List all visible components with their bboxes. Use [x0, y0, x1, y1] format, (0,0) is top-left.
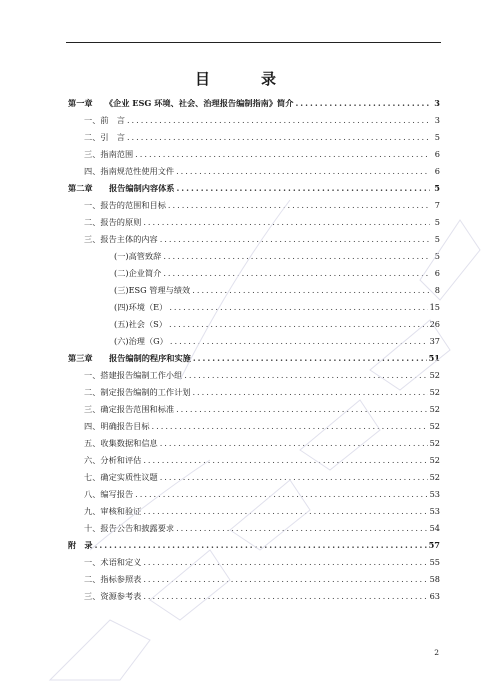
toc-entry-label: (二)企业简介: [114, 268, 162, 278]
dot-leader: [163, 265, 430, 282]
toc-entry-label: 六、分析和评估: [84, 455, 142, 465]
toc-entry-label: (一)高管致辞: [114, 251, 162, 261]
dot-leader: [192, 384, 427, 401]
toc-entry-page: 55: [429, 557, 440, 567]
toc-entry-page: 52: [429, 438, 440, 448]
dot-leader: [192, 282, 430, 299]
header-rule: [66, 42, 441, 43]
toc-entry[interactable]: [68, 452, 440, 469]
toc-entry-label: 二、指标参照表: [84, 574, 142, 584]
page-number: 2: [434, 648, 439, 657]
toc-entry-page: 8: [434, 285, 440, 295]
toc-entry-label: 二、报告的原则: [84, 217, 142, 227]
toc-entry-page: 57: [428, 540, 440, 550]
dot-leader: [143, 214, 430, 231]
toc-entry-page: 52: [429, 455, 440, 465]
toc-entry[interactable]: [68, 537, 440, 554]
toc-entry-page: 52: [429, 472, 440, 482]
toc-entry[interactable]: [68, 146, 440, 163]
toc-entry-page: 58: [429, 574, 440, 584]
toc-entry-label: 一、前 言: [84, 115, 125, 125]
dot-leader: [135, 486, 427, 503]
toc-entry[interactable]: [68, 265, 440, 282]
toc-entry-page: 5: [434, 183, 440, 193]
toc-entry-page: 54: [429, 523, 440, 533]
dot-leader: [176, 180, 430, 197]
toc-entry[interactable]: [68, 231, 440, 248]
toc-entry-page: 7: [434, 200, 440, 210]
toc-entry-page: 6: [434, 149, 440, 159]
dot-leader: [127, 129, 430, 146]
toc-entry[interactable]: [68, 180, 440, 197]
toc-entry[interactable]: [68, 214, 440, 231]
dot-leader: [143, 588, 427, 605]
dot-leader: [143, 452, 427, 469]
toc-entry[interactable]: [68, 163, 440, 180]
toc-entry[interactable]: [68, 95, 440, 112]
toc-entry-page: 52: [429, 404, 440, 414]
toc-entry[interactable]: [68, 418, 440, 435]
toc-entry-label: 二、制定报告编制的工作计划: [84, 387, 191, 397]
dot-leader: [143, 503, 427, 520]
toc-entry-label: (六)治理（G）: [114, 336, 168, 346]
toc-entry-label: 第一章 《企业 ESG 环境、社会、治理报告编制指南》简介: [68, 98, 294, 108]
dot-leader: [295, 95, 430, 112]
toc-entry[interactable]: [68, 571, 440, 588]
toc-entry-page: 53: [429, 506, 440, 516]
dot-leader: [169, 299, 427, 316]
dot-leader: [193, 350, 427, 367]
page-title: 目 录: [194, 70, 294, 88]
toc-entry[interactable]: [68, 316, 440, 333]
dot-leader: [160, 435, 428, 452]
toc-entry-page: 51: [428, 353, 440, 363]
toc-entry-label: 三、指南范围: [84, 149, 134, 159]
toc-entry-label: 三、报告主体的内容: [84, 234, 158, 244]
toc-entry-label: 第三章 报告编制的程序和实施: [68, 353, 191, 363]
dot-leader: [143, 554, 427, 571]
toc-entry-page: 53: [429, 489, 440, 499]
toc-entry-label: 五、收集数据和信息: [84, 438, 158, 448]
dot-leader: [169, 316, 428, 333]
dot-leader: [152, 418, 428, 435]
dot-leader: [160, 231, 430, 248]
dot-leader: [168, 197, 430, 214]
toc-entry[interactable]: [68, 469, 440, 486]
toc-entry[interactable]: [68, 299, 440, 316]
dot-leader: [163, 248, 430, 265]
toc-entry-label: (四)环境（E）: [114, 302, 168, 312]
dot-leader: [143, 571, 427, 588]
toc-entry[interactable]: [68, 333, 440, 350]
dot-leader: [95, 537, 427, 554]
toc-entry[interactable]: [68, 503, 440, 520]
toc-entry-page: 6: [434, 166, 440, 176]
toc-entry-label: 十、报告公告和披露要求: [84, 523, 175, 533]
toc-entry[interactable]: [68, 129, 440, 146]
toc-entry-label: 第二章 报告编制内容体系: [68, 183, 175, 193]
toc-entry[interactable]: [68, 588, 440, 605]
toc-entry-label: (三)ESG 管理与绩效: [114, 285, 191, 295]
table-of-contents: [68, 95, 440, 605]
toc-entry-label: 附 录: [68, 540, 93, 550]
toc-entry[interactable]: [68, 520, 440, 537]
toc-entry[interactable]: [68, 350, 440, 367]
toc-entry-label: 一、术语和定义: [84, 557, 142, 567]
toc-entry-page: 52: [429, 370, 440, 380]
toc-entry-page: 37: [429, 336, 440, 346]
toc-entry[interactable]: [68, 367, 440, 384]
toc-entry[interactable]: [68, 554, 440, 571]
dot-leader: [135, 146, 430, 163]
toc-entry-label: 七、确定实质性议题: [84, 472, 158, 482]
toc-entry-page: 52: [429, 387, 440, 397]
toc-entry[interactable]: [68, 112, 440, 129]
toc-entry-page: 52: [429, 421, 440, 431]
toc-entry-label: 一、报告的范围和目标: [84, 200, 166, 210]
toc-entry-page: 15: [429, 302, 440, 312]
toc-entry-page: 3: [434, 98, 440, 108]
toc-entry-label: 八、编写报告: [84, 489, 134, 499]
toc-entry-page: 5: [434, 217, 440, 227]
toc-entry-label: 三、确定报告范围和标准: [84, 404, 175, 414]
toc-entry-label: 九、审核和验证: [84, 506, 142, 516]
dot-leader: [160, 469, 428, 486]
dot-leader: [127, 112, 430, 129]
toc-entry-label: 四、明确报告目标: [84, 421, 150, 431]
toc-entry-page: 26: [429, 319, 440, 329]
toc-entry[interactable]: [68, 248, 440, 265]
toc-entry[interactable]: [68, 282, 440, 299]
dot-leader: [170, 333, 428, 350]
toc-entry-page: 3: [434, 115, 440, 125]
toc-entry-label: (五)社会（S）: [114, 319, 167, 329]
toc-entry[interactable]: [68, 486, 440, 503]
toc-entry-label: 三、资源参考表: [84, 591, 142, 601]
dot-leader: [176, 401, 428, 418]
toc-entry-page: 5: [434, 234, 440, 244]
toc-entry[interactable]: [68, 435, 440, 452]
toc-entry-label: 二、引 言: [84, 132, 125, 142]
toc-entry-label: 一、搭建报告编制工作小组: [84, 370, 183, 380]
dot-leader: [184, 367, 427, 384]
toc-entry-page: 6: [434, 268, 440, 278]
toc-entry[interactable]: [68, 197, 440, 214]
dot-leader: [176, 520, 428, 537]
dot-leader: [176, 163, 430, 180]
toc-entry-label: 四、指南规范性使用文件: [84, 166, 175, 176]
toc-entry-page: 5: [434, 132, 440, 142]
toc-entry[interactable]: [68, 384, 440, 401]
toc-entry-page: 5: [434, 251, 440, 261]
toc-entry[interactable]: [68, 401, 440, 418]
toc-entry-page: 63: [429, 591, 440, 601]
